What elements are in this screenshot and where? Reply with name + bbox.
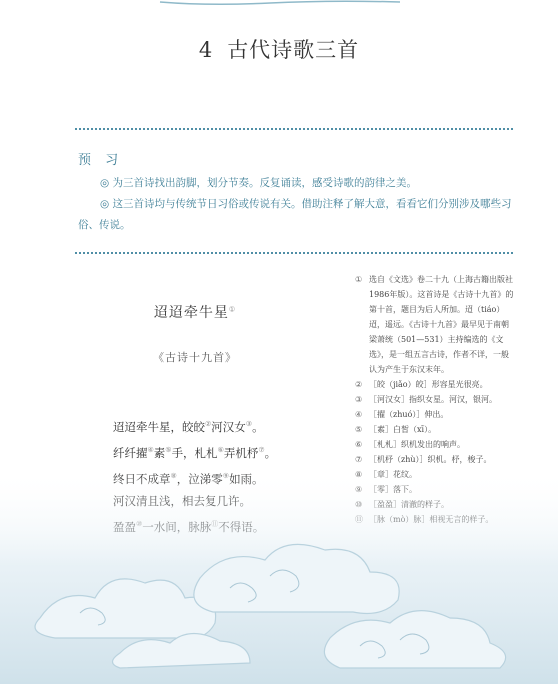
poem-title (120, 302, 270, 322)
note-ref: ③ (245, 420, 253, 428)
poem-title-note-ref: ① (228, 305, 237, 314)
footnote (355, 437, 515, 452)
footnote-text: ［札札］织机发出的响声。 (369, 440, 465, 449)
note-ref: ⑤ (165, 445, 172, 454)
divider-bottom (75, 252, 513, 254)
poem-text: 迢迢牵牛星，皎皎 (113, 419, 205, 434)
footnote (355, 272, 515, 377)
footnote-mark: ④ (355, 410, 363, 419)
note-ref: ② (205, 420, 212, 428)
note-ref: ④ (147, 445, 154, 454)
cloud-illustration (0, 468, 558, 684)
footnote (355, 407, 515, 422)
footnote-text: ［河汉女］指织女星。河汉，银河。 (369, 395, 497, 404)
lesson-number: 4 (198, 38, 214, 62)
poem-line (113, 439, 276, 465)
top-decoration (150, 0, 410, 8)
footnote-mark: ③ (355, 395, 363, 404)
note-ref: ⑦ (258, 445, 265, 454)
footnote-mark: ② (355, 380, 363, 389)
lesson-title-text: 古代诗歌三首 (227, 38, 360, 62)
preview-item: ◎ 为三首诗找出韵脚，划分节奏。反复诵读，感受诗歌的韵律之美。 (100, 177, 417, 189)
preview-item: ◎ 这三首诗均与传统节日习俗或传说有关。借助注释了解大意，看看它们分别涉及哪些习俗、传说。 (78, 198, 512, 231)
poem-text: 河汉女 (211, 419, 246, 434)
poem-text: 纤纤擢 (113, 445, 148, 460)
poem-text: 。 (264, 445, 277, 460)
preview-body (78, 173, 512, 236)
poem-line (113, 413, 276, 439)
poem-text: 。 (252, 419, 264, 434)
poem-title-text: 迢迢牵牛星 (153, 305, 229, 321)
footnote-text: ［机杼（zhù）］织机。杼，梭子。 (369, 455, 492, 464)
footnote-text: 选自《文选》卷二十九（上海古籍出版社1986年版）。这首诗是《古诗十九首》的第十首，题目为后人所加。迢（tiáo）迢，遥远。《古诗十九首》最早见于南朝梁萧统（501—531）主持编选的《文选》，是一组五言古诗，作者不详，一般认为产生于东汉末年。 (369, 275, 514, 374)
divider-top (75, 128, 513, 130)
footnote (355, 377, 515, 392)
footnote (355, 452, 515, 467)
lesson-title (0, 34, 558, 64)
footnote-mark: ⑤ (355, 425, 363, 434)
footnote-text: ［皎（jiǎo）皎］形容星光很亮。 (369, 380, 488, 389)
poem-text: 手，札札 (171, 445, 218, 460)
note-ref: ⑥ (217, 445, 224, 454)
footnote-text: ［素］白皙（xī）。 (369, 425, 437, 434)
footnote-text: ［擢（zhuó）］伸出。 (369, 410, 449, 419)
footnote-mark: ⑦ (355, 455, 363, 464)
footnote (355, 422, 515, 437)
preview-heading: 预 习 (78, 153, 124, 168)
poem-source: 《古诗十九首》 (153, 351, 237, 364)
footnote-mark: ⑥ (355, 440, 363, 449)
footnote (355, 392, 515, 407)
poem-text: 弄机杼 (223, 445, 259, 460)
footnote-mark: ① (355, 275, 363, 284)
poem-text: 素 (153, 445, 166, 460)
